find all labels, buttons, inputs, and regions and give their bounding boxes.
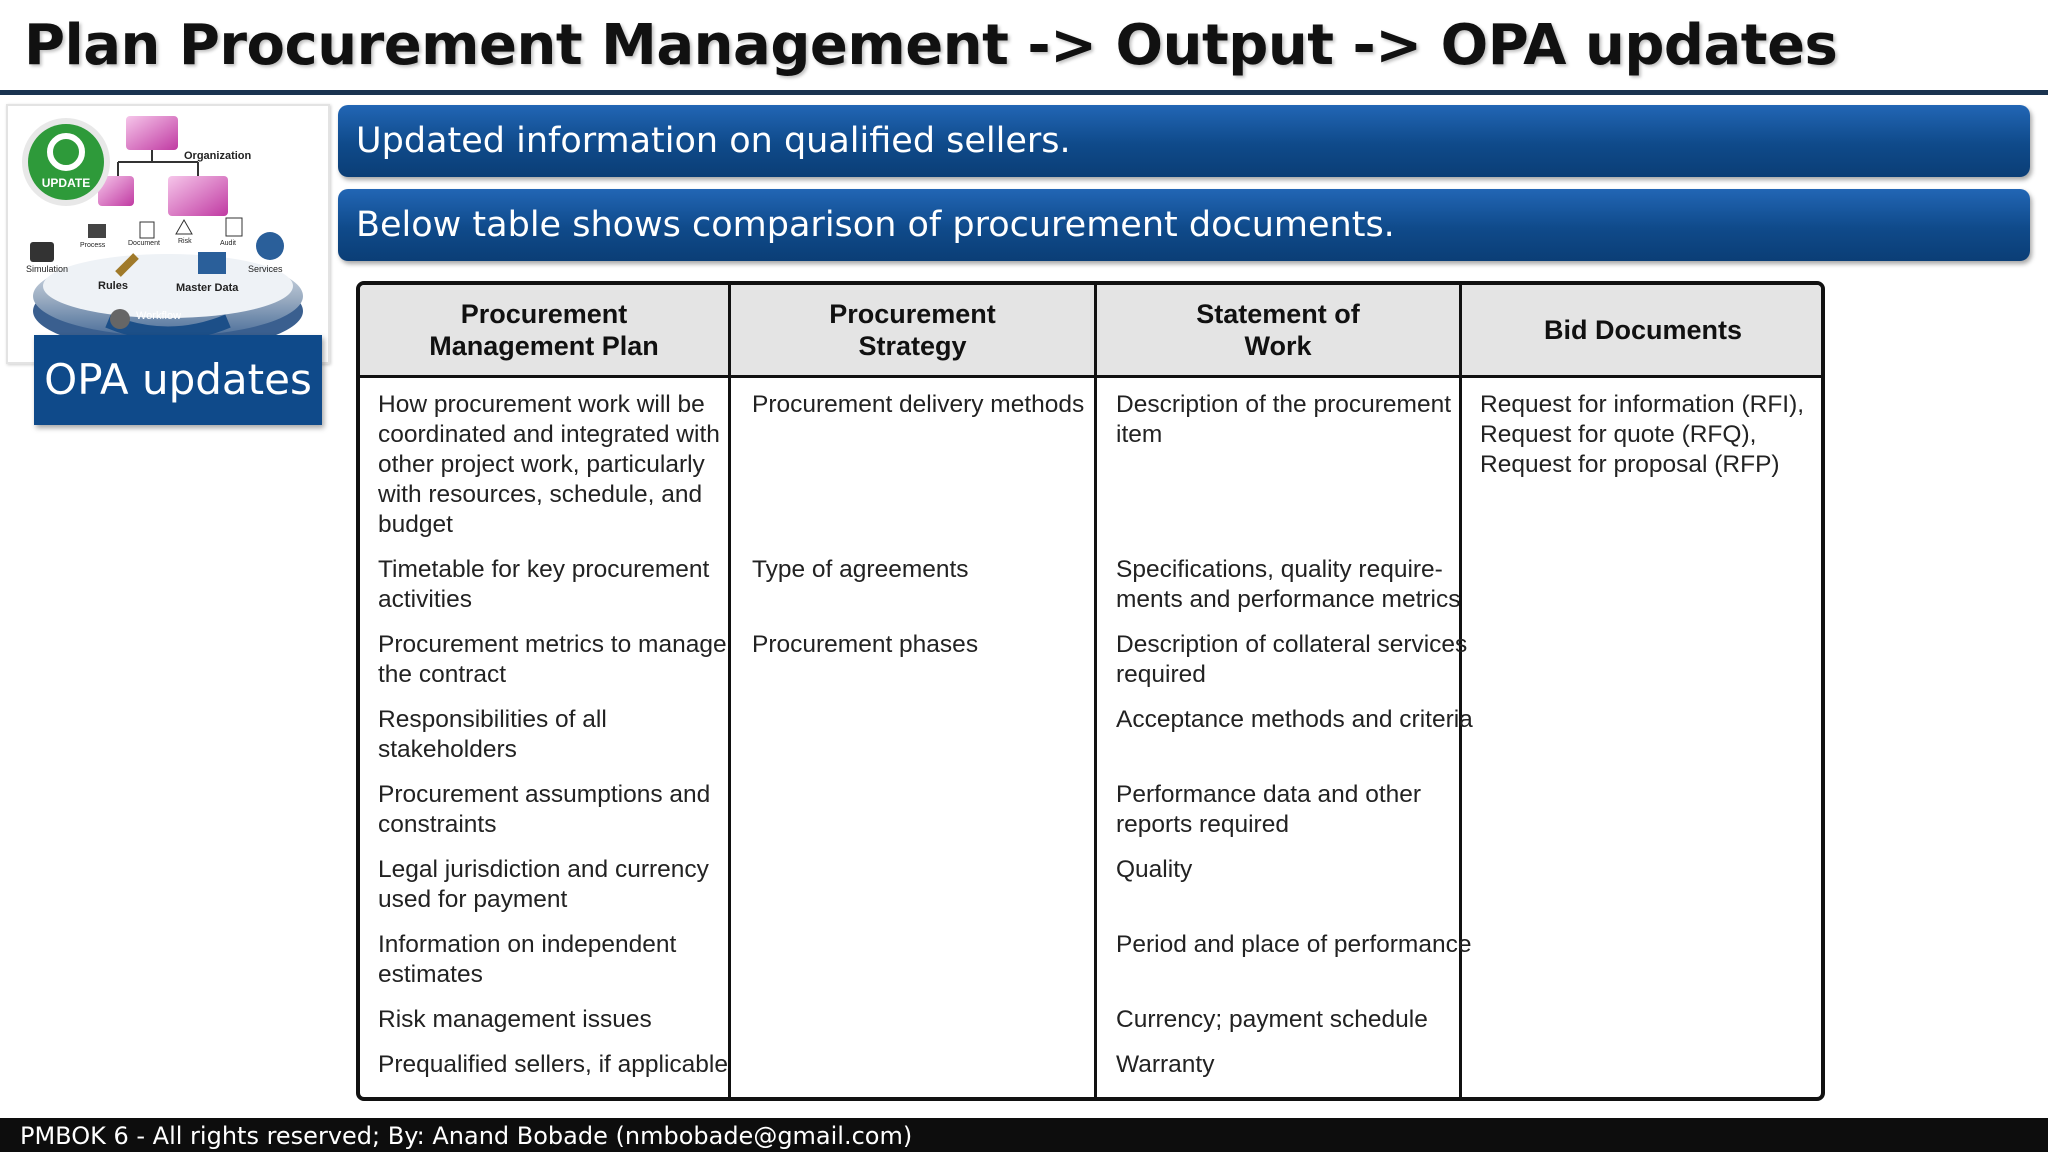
banner-qualified-sellers: Updated information on qualified sellers. bbox=[338, 105, 2030, 177]
header-procurement-strategy: Procurement Strategy bbox=[829, 299, 996, 361]
table-cell: Performance data and other reports required bbox=[1116, 781, 1422, 838]
update-badge-text: UPDATE bbox=[41, 176, 91, 190]
table-cell: Currency; payment schedule bbox=[1116, 1006, 1428, 1033]
table-cell: Quality bbox=[1116, 856, 1193, 883]
table-cell: Legal jurisdiction and currency used for payment bbox=[378, 856, 709, 913]
table-cell: Responsibilities of all stakeholders bbox=[378, 706, 607, 763]
table-cell: Type of agreements bbox=[752, 556, 969, 583]
audit-label: Audit bbox=[220, 240, 236, 247]
banner-table-intro: Below table shows comparison of procurement documents. bbox=[338, 189, 2030, 261]
risk-label: Risk bbox=[178, 238, 192, 245]
process-label: Process bbox=[80, 242, 106, 249]
table-cell: Risk management issues bbox=[378, 1006, 652, 1033]
column-divider bbox=[728, 285, 731, 1097]
table-cell: Information on independent estimates bbox=[378, 931, 677, 988]
header-procurement-management-plan: Procurement Management Plan bbox=[429, 299, 659, 361]
table-cell: Request for information (RFI), Request for quote (RFQ), Request for proposal (RFP) bbox=[1480, 391, 1805, 478]
table-cell: Warranty bbox=[1116, 1051, 1215, 1078]
organization-label: Organization bbox=[184, 150, 252, 162]
master-data-label: Master Data bbox=[176, 282, 239, 294]
table-cell: Acceptance methods and criteria bbox=[1116, 706, 1473, 733]
workflow-label: Workflow bbox=[136, 310, 182, 322]
table-cell: Description of the procurement item bbox=[1116, 391, 1451, 448]
table-cell: Prequalified sellers, if applicable bbox=[378, 1051, 728, 1078]
procurement-comparison-table bbox=[356, 281, 1825, 1101]
simulation-label: Simulation bbox=[26, 264, 69, 274]
opa-diagram-icon bbox=[8, 106, 328, 362]
header-statement-of-work: Statement of Work bbox=[1196, 299, 1360, 361]
title-divider bbox=[0, 90, 2048, 95]
table-cell: Procurement metrics to manage the contract bbox=[378, 631, 727, 688]
document-label: Document bbox=[128, 240, 160, 247]
table-cell: How procurement work will be coordinated and integrated with other project work, particularly with resources, schedule, and budget bbox=[378, 391, 720, 538]
table-cell: Period and place of performance bbox=[1116, 931, 1472, 958]
services-label: Services bbox=[248, 264, 283, 274]
table-cell: Timetable for key procurement activities bbox=[378, 556, 710, 613]
table-cell: Procurement phases bbox=[752, 631, 979, 658]
opa-illustration bbox=[6, 104, 330, 364]
table-cell: Specifications, quality require- ments and performance metrics bbox=[1116, 556, 1461, 613]
column-divider bbox=[1094, 285, 1097, 1097]
page-title: Plan Procurement Management -> Output -> OPA updates bbox=[24, 13, 1838, 78]
header-bid-documents: Bid Documents bbox=[1543, 315, 1743, 345]
opa-updates-label: OPA updates bbox=[34, 335, 322, 425]
footer-copyright: PMBOK 6 - All rights reserved; By: Anand Bobade (nmbobade@gmail.com) bbox=[0, 1118, 2048, 1152]
table-cell: Procurement delivery methods bbox=[752, 391, 1085, 418]
table-cell: Procurement assumptions and constraints bbox=[378, 781, 711, 838]
rules-label: Rules bbox=[98, 280, 128, 292]
table-cell: Description of collateral services required bbox=[1116, 631, 1468, 688]
column-divider bbox=[1459, 285, 1462, 1097]
